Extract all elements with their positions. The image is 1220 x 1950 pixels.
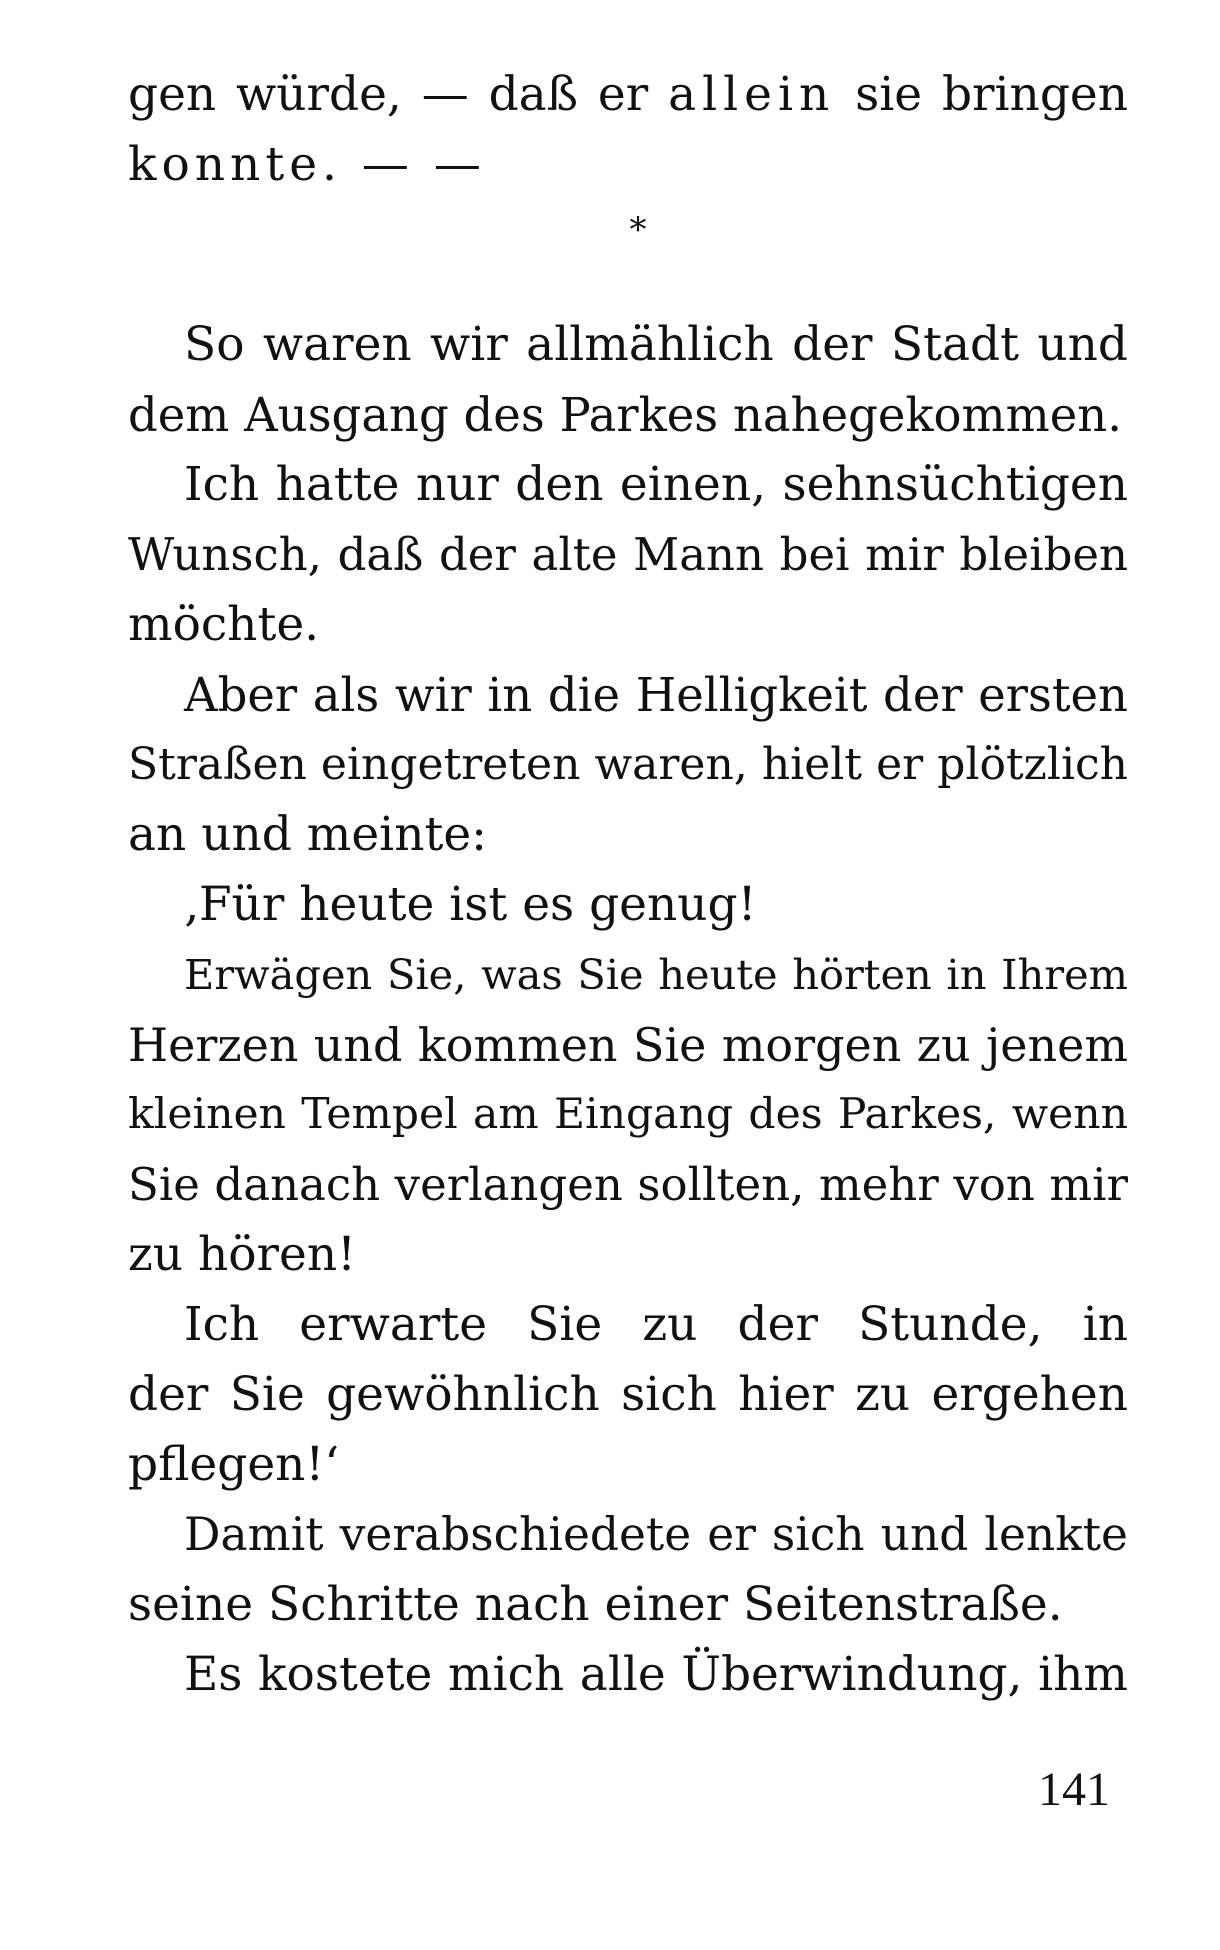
text-span: sie bringen: [835, 67, 1128, 122]
text-line: zu hören!: [128, 1227, 356, 1282]
page-number: 141: [1038, 1763, 1110, 1816]
text-line: Sie danach verlangen sollten, mehr von mir: [128, 1158, 1128, 1211]
paragraph-first-line: Ich erwarte Sie zu der Stunde, in: [184, 1297, 1128, 1352]
text-line: [128, 60, 1128, 130]
paragraph-first-line: Damit verabschiedete er sich und lenkte: [184, 1508, 1128, 1561]
text-span: gen würde, — daß er: [128, 67, 669, 122]
text-line: Straßen eingetreten waren, hielt er plötzlich: [128, 739, 1128, 790]
text-line: konnte. — —: [128, 137, 486, 192]
text-line: der Sie gewöhnlich sich hier zu ergehen: [128, 1367, 1128, 1422]
text-line: dem Ausgang des Parkes nahegekommen.: [128, 388, 1122, 442]
text-line: Herzen und kommen Sie morgen zu jenem: [128, 1018, 1128, 1072]
text-line: seine Schritte nach einer Seitenstraße.: [128, 1577, 1063, 1632]
text-line: kleinen Tempel am Eingang des Parkes, wenn: [128, 1090, 1128, 1139]
paragraph-first-line: Es kostete mich alle Überwindung, ihm: [184, 1647, 1128, 1702]
text-line: pflegen!‘: [128, 1437, 340, 1492]
paragraph-first-line: So waren wir allmählich der Stadt und: [184, 317, 1128, 372]
paragraph-first-line: Aber als wir in die Helligkeit der ersten: [184, 668, 1128, 722]
section-separator: *: [629, 210, 647, 250]
page-body: [128, 60, 1128, 1710]
text-line: an und meinte:: [128, 807, 488, 862]
text-line: Wunsch, daß der alte Mann bei mir bleiben: [128, 528, 1128, 581]
paragraph-first-line: Ich hatte nur den einen, sehnsüchtigen: [184, 457, 1128, 512]
paragraph-first-line: ‚Für heute ist es genug!: [184, 877, 757, 932]
spaced-emphasis: allein: [668, 67, 836, 122]
paragraph-first-line: Erwägen Sie, was Sie heute hörten in Ihrem: [184, 950, 1128, 999]
text-line: möchte.: [128, 597, 320, 652]
